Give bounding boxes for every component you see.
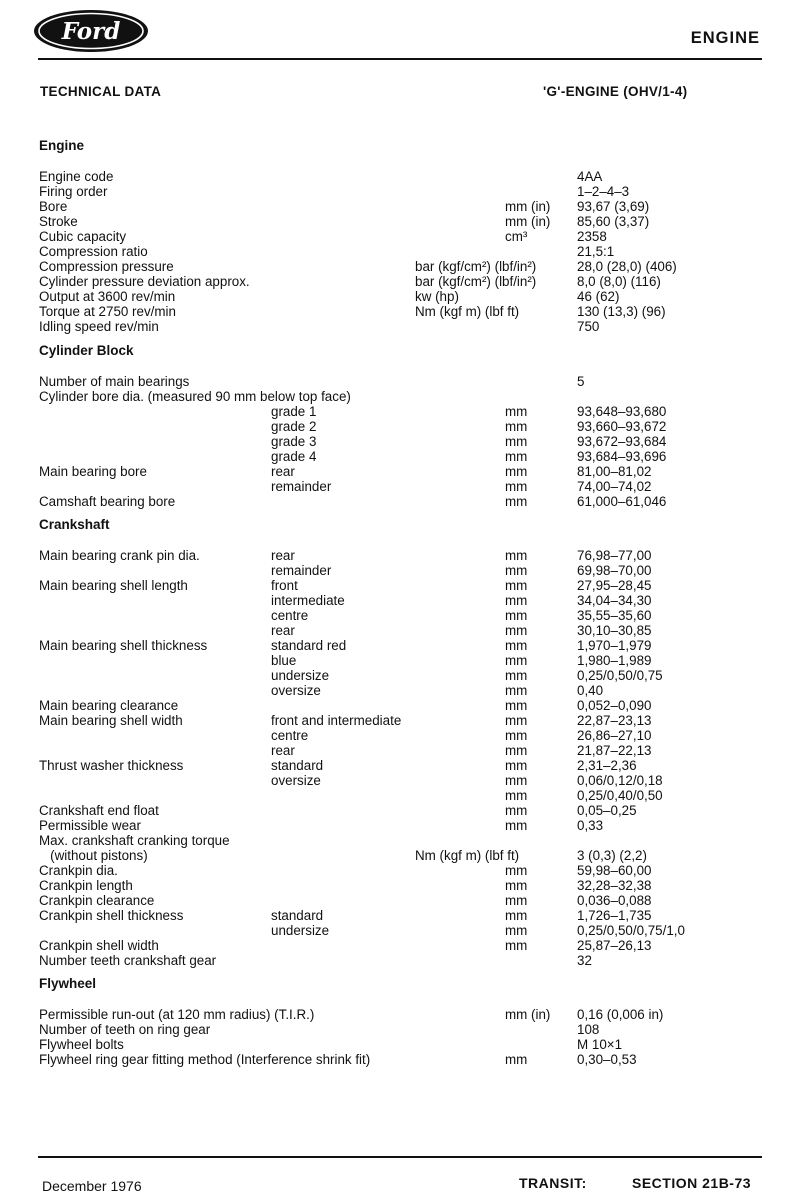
spec-row xyxy=(0,683,800,698)
spec-row xyxy=(0,244,800,259)
spec-row xyxy=(0,608,800,623)
spec-row xyxy=(0,953,800,968)
spec-label: Permissible run-out (at 120 mm radius) (T.I.R.) xyxy=(39,1007,315,1022)
footer-date: December 1976 xyxy=(42,1178,142,1194)
technical-data-title: TECHNICAL DATA xyxy=(40,84,162,99)
spec-row xyxy=(0,728,800,743)
spec-row xyxy=(0,404,800,419)
section-heading: Crankshaft xyxy=(39,517,110,532)
spec-label: Bore xyxy=(39,199,68,214)
spec-row xyxy=(0,863,800,878)
spec-unit: Nm (kgf m) (lbf ft) xyxy=(415,848,520,863)
spec-value: 46 (62) xyxy=(577,289,620,304)
logo-text: Ford xyxy=(61,18,121,45)
spec-sublabel: rear xyxy=(271,743,295,758)
spec-value: 130 (13,3) (96) xyxy=(577,304,666,319)
spec-unit: mm xyxy=(505,653,528,668)
spec-unit: mm xyxy=(505,938,528,953)
spec-row xyxy=(0,319,800,334)
spec-label: Crankpin length xyxy=(39,878,133,893)
spec-row xyxy=(0,668,800,683)
spec-row xyxy=(0,494,800,509)
spec-value: 59,98–60,00 xyxy=(577,863,652,878)
spec-value: M 10×1 xyxy=(577,1037,623,1052)
spec-unit: mm xyxy=(505,593,528,608)
spec-label: Crankpin clearance xyxy=(39,893,155,908)
spec-unit: mm xyxy=(505,683,528,698)
spec-unit: mm xyxy=(505,818,528,833)
spec-unit: mm (in) xyxy=(505,1007,551,1022)
footer-model: TRANSIT: xyxy=(519,1175,587,1191)
spec-row xyxy=(0,848,800,863)
spec-row xyxy=(0,229,800,244)
spec-sublabel: rear xyxy=(271,548,295,563)
spec-value: 93,672–93,684 xyxy=(577,434,667,449)
spec-unit: mm xyxy=(505,908,528,923)
spec-value: 76,98–77,00 xyxy=(577,548,652,563)
spec-label: Compression ratio xyxy=(39,244,148,259)
spec-row xyxy=(0,743,800,758)
footer-section: SECTION 21B-73 xyxy=(632,1175,752,1191)
spec-label: Main bearing crank pin dia. xyxy=(39,548,200,563)
spec-row xyxy=(0,548,800,563)
spec-unit: mm xyxy=(505,743,528,758)
spec-value: 32,28–32,38 xyxy=(577,878,652,893)
spec-label: Permissible wear xyxy=(39,818,141,833)
spec-label: Number teeth crankshaft gear xyxy=(39,953,217,968)
spec-label: Number of main bearings xyxy=(39,374,190,389)
spec-label: Compression pressure xyxy=(39,259,174,274)
spec-row xyxy=(0,698,800,713)
spec-value: 108 xyxy=(577,1022,600,1037)
spec-unit: bar (kgf/cm²) (lbf/in²) xyxy=(415,274,537,289)
spec-sublabel: rear xyxy=(271,623,295,638)
spec-value: 85,60 (3,37) xyxy=(577,214,650,229)
spec-unit: kw (hp) xyxy=(415,289,459,304)
spec-unit: mm xyxy=(505,728,528,743)
spec-value: 69,98–70,00 xyxy=(577,563,652,578)
spec-value: 0,052–0,090 xyxy=(577,698,652,713)
spec-sublabel: undersize xyxy=(271,923,330,938)
spec-value: 21,87–22,13 xyxy=(577,743,652,758)
spec-sublabel: remainder xyxy=(271,479,332,494)
spec-value: 93,67 (3,69) xyxy=(577,199,650,214)
spec-value: 34,04–34,30 xyxy=(577,593,652,608)
spec-row xyxy=(0,623,800,638)
spec-unit: mm xyxy=(505,563,528,578)
section-heading: Flywheel xyxy=(39,976,97,991)
spec-sublabel: undersize xyxy=(271,668,330,683)
spec-unit: mm xyxy=(505,479,528,494)
spec-unit: mm xyxy=(505,608,528,623)
spec-unit: mm xyxy=(505,419,528,434)
spec-label: Flywheel bolts xyxy=(39,1037,124,1052)
spec-row xyxy=(0,1007,800,1022)
spec-unit: mm xyxy=(505,1052,528,1067)
spec-row xyxy=(0,713,800,728)
spec-value: 4AA xyxy=(577,169,603,184)
spec-value: 0,05–0,25 xyxy=(577,803,637,818)
spec-value: 22,87–23,13 xyxy=(577,713,652,728)
spec-unit: mm xyxy=(505,578,528,593)
spec-value: 0,30–0,53 xyxy=(577,1052,637,1067)
spec-label: Cylinder pressure deviation approx. xyxy=(39,274,250,289)
spec-label: Engine code xyxy=(39,169,114,184)
spec-unit: mm xyxy=(505,758,528,773)
spec-label: Cylinder bore dia. (measured 90 mm below top face) xyxy=(39,389,351,404)
page-category-title: ENGINE xyxy=(690,29,760,47)
spec-value: 0,33 xyxy=(577,818,604,833)
spec-sublabel: standard xyxy=(271,908,324,923)
spec-sublabel: front and intermediate xyxy=(271,713,402,728)
spec-label: (without pistons) xyxy=(39,848,148,863)
spec-sublabel: standard xyxy=(271,758,324,773)
spec-unit: mm xyxy=(505,713,528,728)
spec-row xyxy=(0,169,800,184)
spec-row xyxy=(0,578,800,593)
spec-label: Main bearing shell width xyxy=(39,713,183,728)
spec-value: 27,95–28,45 xyxy=(577,578,652,593)
spec-row xyxy=(0,563,800,578)
spec-row xyxy=(0,259,800,274)
spec-sublabel: grade 1 xyxy=(271,404,317,419)
spec-unit: mm xyxy=(505,623,528,638)
spec-label: Camshaft bearing bore xyxy=(39,494,176,509)
spec-value: 25,87–26,13 xyxy=(577,938,652,953)
spec-row xyxy=(0,893,800,908)
spec-label: Firing order xyxy=(39,184,108,199)
spec-value: 5 xyxy=(577,374,585,389)
spec-value: 0,40 xyxy=(577,683,604,698)
spec-value: 28,0 (28,0) (406) xyxy=(577,259,677,274)
spec-sublabel: oversize xyxy=(271,683,321,698)
spec-unit: mm xyxy=(505,494,528,509)
spec-row xyxy=(0,653,800,668)
spec-unit: mm xyxy=(505,698,528,713)
section-heading: Cylinder Block xyxy=(39,343,134,358)
spec-unit: mm xyxy=(505,449,528,464)
spec-row xyxy=(0,304,800,319)
spec-value: 93,648–93,680 xyxy=(577,404,667,419)
spec-value: 8,0 (8,0) (116) xyxy=(577,274,661,289)
spec-label: Number of teeth on ring gear xyxy=(39,1022,211,1037)
spec-unit: mm xyxy=(505,788,528,803)
spec-sublabel: intermediate xyxy=(271,593,345,608)
spec-value: 2,31–2,36 xyxy=(577,758,637,773)
engine-type-title: 'G'-ENGINE (OHV/1-4) xyxy=(543,84,688,99)
spec-sublabel: grade 2 xyxy=(271,419,317,434)
spec-unit: mm xyxy=(505,638,528,653)
spec-label: Crankpin shell width xyxy=(39,938,159,953)
spec-row xyxy=(0,464,800,479)
footer-rule xyxy=(38,1156,762,1158)
spec-row xyxy=(0,419,800,434)
spec-value: 1,970–1,979 xyxy=(577,638,652,653)
spec-sublabel: grade 4 xyxy=(271,449,317,464)
spec-value: 1,980–1,989 xyxy=(577,653,652,668)
spec-row xyxy=(0,374,800,389)
spec-label: Stroke xyxy=(39,214,78,229)
spec-label: Max. crankshaft cranking torque xyxy=(39,833,230,848)
spec-unit: cm³ xyxy=(505,229,528,244)
spec-unit: mm xyxy=(505,863,528,878)
spec-row xyxy=(0,878,800,893)
spec-value: 0,06/0,12/0,18 xyxy=(577,773,663,788)
spec-value: 26,86–27,10 xyxy=(577,728,652,743)
spec-label: Crankshaft end float xyxy=(39,803,159,818)
spec-value: 0,036–0,088 xyxy=(577,893,652,908)
spec-row xyxy=(0,199,800,214)
spec-value: 30,10–30,85 xyxy=(577,623,652,638)
spec-unit: mm xyxy=(505,434,528,449)
spec-row xyxy=(0,1037,800,1052)
spec-sublabel: blue xyxy=(271,653,297,668)
spec-row xyxy=(0,434,800,449)
spec-unit: mm xyxy=(505,923,528,938)
spec-value: 1,726–1,735 xyxy=(577,908,652,923)
spec-value: 35,55–35,60 xyxy=(577,608,652,623)
spec-label: Idling speed rev/min xyxy=(39,319,159,334)
spec-row xyxy=(0,479,800,494)
spec-unit: mm (in) xyxy=(505,214,551,229)
spec-sublabel: oversize xyxy=(271,773,321,788)
spec-unit: Nm (kgf m) (lbf ft) xyxy=(415,304,520,319)
spec-label: Main bearing shell length xyxy=(39,578,188,593)
spec-unit: mm xyxy=(505,773,528,788)
spec-label: Cubic capacity xyxy=(39,229,127,244)
spec-unit: mm xyxy=(505,668,528,683)
spec-unit: mm xyxy=(505,878,528,893)
spec-row xyxy=(0,833,800,848)
spec-label: Torque at 2750 rev/min xyxy=(39,304,176,319)
ford-logo xyxy=(32,8,150,54)
spec-row xyxy=(0,593,800,608)
spec-value: 61,000–61,046 xyxy=(577,494,667,509)
spec-label: Output at 3600 rev/min xyxy=(39,289,176,304)
spec-row xyxy=(0,938,800,953)
header-rule xyxy=(38,58,762,60)
spec-unit: mm xyxy=(505,548,528,563)
spec-row xyxy=(0,289,800,304)
spec-row xyxy=(0,214,800,229)
spec-value: 1–2–4–3 xyxy=(577,184,630,199)
spec-row xyxy=(0,389,800,404)
spec-unit: mm xyxy=(505,464,528,479)
spec-label: Flywheel ring gear fitting method (Interference shrink fit) xyxy=(39,1052,371,1067)
spec-unit: bar (kgf/cm²) (lbf/in²) xyxy=(415,259,537,274)
spec-row xyxy=(0,1022,800,1037)
spec-unit: mm xyxy=(505,803,528,818)
spec-value: 0,25/0,50/0,75/1,0 xyxy=(577,923,685,938)
spec-value: 2358 xyxy=(577,229,607,244)
spec-row xyxy=(0,923,800,938)
section-heading: Engine xyxy=(39,138,85,153)
spec-unit: mm (in) xyxy=(505,199,551,214)
spec-sublabel: centre xyxy=(271,728,309,743)
spec-value: 21,5:1 xyxy=(577,244,615,259)
spec-value: 93,684–93,696 xyxy=(577,449,667,464)
spec-row xyxy=(0,803,800,818)
spec-value: 3 (0,3) (2,2) xyxy=(577,848,647,863)
spec-label: Main bearing shell thickness xyxy=(39,638,208,653)
spec-sublabel: front xyxy=(271,578,298,593)
spec-row xyxy=(0,449,800,464)
spec-label: Thrust washer thickness xyxy=(39,758,184,773)
spec-row xyxy=(0,818,800,833)
spec-value: 74,00–74,02 xyxy=(577,479,652,494)
spec-row xyxy=(0,274,800,289)
spec-value: 93,660–93,672 xyxy=(577,419,667,434)
spec-sublabel: grade 3 xyxy=(271,434,317,449)
spec-sublabel: rear xyxy=(271,464,295,479)
spec-row xyxy=(0,1052,800,1067)
spec-sublabel: remainder xyxy=(271,563,332,578)
spec-row xyxy=(0,758,800,773)
spec-row xyxy=(0,908,800,923)
spec-value: 32 xyxy=(577,953,592,968)
spec-value: 0,25/0,50/0,75 xyxy=(577,668,663,683)
spec-value: 81,00–81,02 xyxy=(577,464,652,479)
spec-unit: mm xyxy=(505,404,528,419)
spec-value: 0,25/0,40/0,50 xyxy=(577,788,663,803)
spec-sublabel: centre xyxy=(271,608,309,623)
spec-row xyxy=(0,184,800,199)
spec-label: Main bearing clearance xyxy=(39,698,179,713)
spec-value: 0,16 (0,006 in) xyxy=(577,1007,664,1022)
spec-value: 750 xyxy=(577,319,600,334)
spec-row xyxy=(0,773,800,788)
spec-sublabel: standard red xyxy=(271,638,347,653)
spec-label: Crankpin shell thickness xyxy=(39,908,184,923)
spec-label: Crankpin dia. xyxy=(39,863,118,878)
spec-unit: mm xyxy=(505,893,528,908)
spec-row xyxy=(0,788,800,803)
spec-row xyxy=(0,638,800,653)
spec-label: Main bearing bore xyxy=(39,464,147,479)
